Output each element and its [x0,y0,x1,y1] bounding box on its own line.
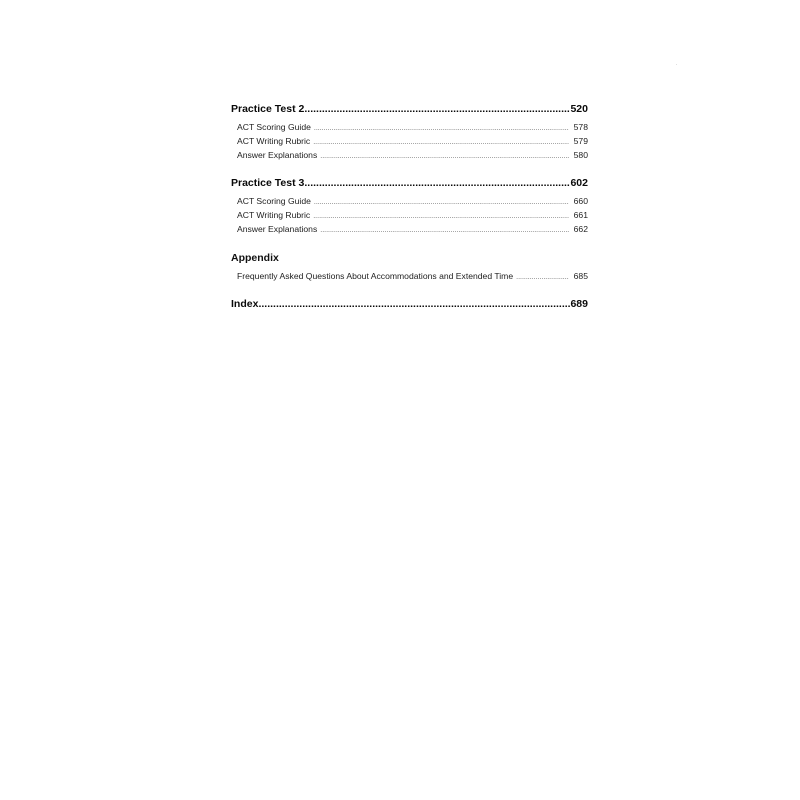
toc-subentry-title: ACT Writing Rubric [237,210,311,220]
toc-section-appendix [231,250,588,283]
toc-entry-title: Practice Test 3 [231,177,305,189]
toc-subentry-answer-explanations-3[interactable] [231,222,588,236]
toc-entry-title: Practice Test 2 [231,103,305,115]
dot-leader [516,271,569,285]
toc-subentry-page: 580 [573,150,588,160]
dot-leader [320,224,568,238]
toc-entry-title: Index [231,298,259,310]
dot-leader [313,136,568,150]
toc-entry-page: 520 [570,103,588,115]
toc-entry-page: 689 [570,298,588,310]
toc-subentry-page: 661 [573,210,588,220]
toc-subentry-title: ACT Writing Rubric [237,136,311,146]
toc-subentry-answer-explanations-2[interactable] [231,148,588,162]
toc-section-practice-test-3 [231,175,588,236]
toc-subentry-page: 579 [573,136,588,146]
dot-leader [320,150,568,164]
dot-leader [304,101,570,117]
toc-entry-practice-test-3[interactable] [231,175,588,191]
toc-subentry-title: Answer Explanations [237,224,318,234]
toc-section-practice-test-2 [231,101,588,162]
toc-subentry-title: ACT Scoring Guide [237,122,311,132]
toc-subentry-title: ACT Scoring Guide [237,196,311,206]
toc-entry-title: Appendix [231,252,279,264]
table-of-contents [231,101,588,317]
toc-subentry-title: Frequently Asked Questions About Accommodations and Extended Time [237,271,514,281]
dot-leader [314,122,569,136]
toc-entry-index[interactable] [231,296,588,312]
toc-subentry-page: 662 [573,224,588,234]
toc-subentry-title: Answer Explanations [237,150,318,160]
toc-subentry-faq-accommodations[interactable] [231,269,588,283]
toc-entry-page: 602 [570,177,588,189]
toc-entry-appendix [231,250,588,266]
dot-leader [304,175,570,191]
toc-section-index [231,296,588,312]
toc-subentry-page: 685 [573,271,588,281]
toc-entry-practice-test-2[interactable] [231,101,588,117]
toc-subentry-page: 660 [573,196,588,206]
toc-subentry-writing-rubric-2[interactable] [231,134,588,148]
dot-leader [314,196,569,210]
dot-leader [258,296,570,312]
page-speck [676,64,677,65]
toc-subentry-scoring-guide-3[interactable] [231,194,588,208]
toc-subentry-page: 578 [573,122,588,132]
toc-subentry-writing-rubric-3[interactable] [231,208,588,222]
toc-subentry-scoring-guide-2[interactable] [231,120,588,134]
dot-leader [313,210,568,224]
